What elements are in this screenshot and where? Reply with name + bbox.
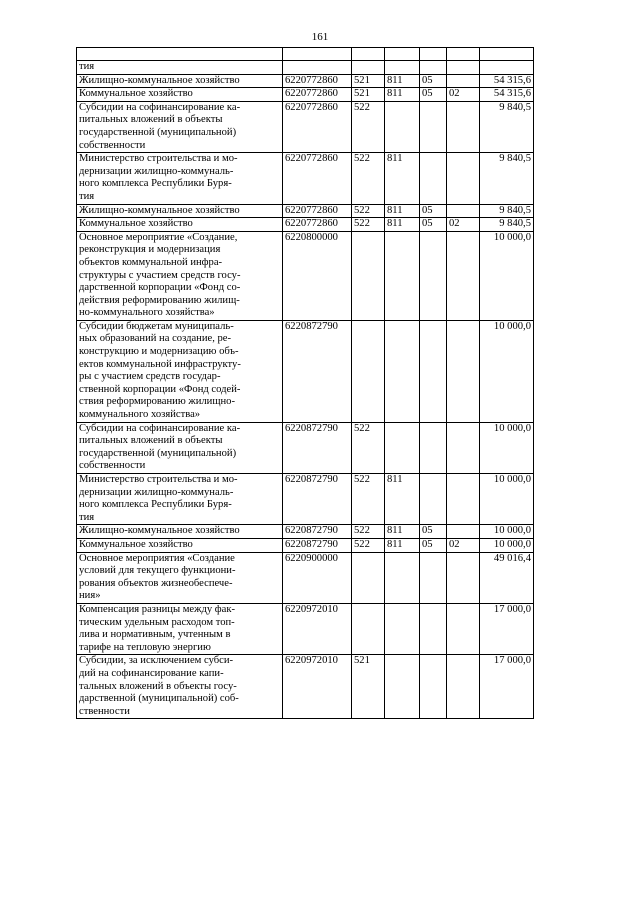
cell-ministry-code bbox=[385, 320, 420, 422]
cell-ministry-code: 811 bbox=[385, 153, 420, 204]
cell-target-code: 6220900000 bbox=[283, 552, 352, 603]
cell-amount: 9 840,5 bbox=[480, 153, 534, 204]
cell-section bbox=[420, 320, 447, 422]
cell-expense-type: 521 bbox=[352, 88, 385, 102]
table-row bbox=[77, 422, 534, 473]
cell-amount: 10 000,0 bbox=[480, 231, 534, 320]
cell-ministry-code: 811 bbox=[385, 218, 420, 232]
cell-amount bbox=[480, 61, 534, 75]
cell-expense-type: 521 bbox=[352, 655, 385, 719]
cell-target-code: 6220972010 bbox=[283, 655, 352, 719]
budget-table bbox=[76, 47, 534, 719]
cell-section bbox=[420, 153, 447, 204]
cell-section: 05 bbox=[420, 88, 447, 102]
cell-subsection bbox=[447, 603, 480, 654]
cell-amount: 10 000,0 bbox=[480, 474, 534, 525]
cell-expense-type bbox=[352, 552, 385, 603]
cell-ministry-code bbox=[385, 603, 420, 654]
cell-name: Субсидии, за исключением субси- дий на софинансирование капи- тальных вложений в объекты госу- дарственной (муниципальной) соб- ственности bbox=[77, 655, 283, 719]
table-row bbox=[77, 74, 534, 88]
cell-amount: 9 840,5 bbox=[480, 218, 534, 232]
cell-section: 05 bbox=[420, 204, 447, 218]
cell-ministry-code: 811 bbox=[385, 88, 420, 102]
cell-name: тия bbox=[77, 61, 283, 75]
cell-expense-type: 522 bbox=[352, 474, 385, 525]
cell-subsection: 02 bbox=[447, 218, 480, 232]
cell-name: Основное мероприятия «Создание условий для текущего функциони- рования объектов жизнеобеспече- ния» bbox=[77, 552, 283, 603]
cell-target-code: 6220872790 bbox=[283, 474, 352, 525]
cell-ministry-code bbox=[385, 231, 420, 320]
cell-target-code: 6220800000 bbox=[283, 231, 352, 320]
cell-section: 05 bbox=[420, 525, 447, 539]
cell-name: Субсидии на софинансирование ка- питальных вложений в объекты государственной (муниципальной) собственности bbox=[77, 101, 283, 152]
table-row bbox=[77, 231, 534, 320]
cell-subsection bbox=[447, 231, 480, 320]
cell-name: Компенсация разницы между фак- тическим удельным расходом топ- лива и нормативным, учтенным в тарифе на тепловую энергию bbox=[77, 603, 283, 654]
cell-subsection bbox=[447, 101, 480, 152]
cell-section bbox=[420, 231, 447, 320]
cell-target-code: 6220772860 bbox=[283, 218, 352, 232]
cell-name: Коммунальное хозяйство bbox=[77, 88, 283, 102]
cell-expense-type: 522 bbox=[352, 525, 385, 539]
cell-name: Субсидии бюджетам муниципаль- ных образований на создание, ре- конструкцию и модернизацию объ- ектов коммунальной инфраструкту- ры с участием средств государ- ственной корпорации «Фонд содей- ствия реформированию жилищно- коммунального хозяйства» bbox=[77, 320, 283, 422]
table-row bbox=[77, 474, 534, 525]
cell-ministry-code: 811 bbox=[385, 525, 420, 539]
cell-subsection bbox=[447, 552, 480, 603]
table-row bbox=[77, 61, 534, 75]
cell-target-code: 6220772860 bbox=[283, 204, 352, 218]
cell-amount: 9 840,5 bbox=[480, 101, 534, 152]
cell-amount: 54 315,6 bbox=[480, 74, 534, 88]
cell-amount: 10 000,0 bbox=[480, 422, 534, 473]
cell-name: Министерство строительства и мо- дернизации жилищно-коммуналь- ного комплекса Республики Буря- тия bbox=[77, 474, 283, 525]
table-row bbox=[77, 320, 534, 422]
cell-section bbox=[420, 101, 447, 152]
cell-expense-type: 522 bbox=[352, 153, 385, 204]
cell-section: 05 bbox=[420, 538, 447, 552]
cell-subsection: 02 bbox=[447, 88, 480, 102]
cell-subsection bbox=[447, 525, 480, 539]
cell-subsection bbox=[447, 48, 480, 61]
cell-name: Основное мероприятие «Создание, реконструкция и модернизация объектов коммунальной инфра- структуры с участием средств госу- дарственной корпорации «Фонд со- действия реформированию жилищ- но-коммунального хозяйства» bbox=[77, 231, 283, 320]
cell-amount: 17 000,0 bbox=[480, 655, 534, 719]
cell-subsection bbox=[447, 61, 480, 75]
cell-name: Жилищно-коммунальное хозяйство bbox=[77, 204, 283, 218]
cell-subsection bbox=[447, 320, 480, 422]
table-row bbox=[77, 538, 534, 552]
cell-section: 05 bbox=[420, 218, 447, 232]
table-row bbox=[77, 552, 534, 603]
cell-name bbox=[77, 48, 283, 61]
cell-amount: 10 000,0 bbox=[480, 525, 534, 539]
cell-name: Коммунальное хозяйство bbox=[77, 218, 283, 232]
table-row bbox=[77, 204, 534, 218]
cell-section bbox=[420, 61, 447, 75]
cell-expense-type bbox=[352, 61, 385, 75]
cell-ministry-code: 811 bbox=[385, 74, 420, 88]
cell-ministry-code bbox=[385, 101, 420, 152]
cell-amount: 17 000,0 bbox=[480, 603, 534, 654]
cell-ministry-code bbox=[385, 422, 420, 473]
cell-expense-type: 522 bbox=[352, 218, 385, 232]
cell-target-code bbox=[283, 61, 352, 75]
cell-expense-type: 522 bbox=[352, 538, 385, 552]
cell-expense-type bbox=[352, 231, 385, 320]
cell-ministry-code: 811 bbox=[385, 474, 420, 525]
cell-amount: 9 840,5 bbox=[480, 204, 534, 218]
page-number: 161 bbox=[311, 31, 329, 43]
cell-name: Коммунальное хозяйство bbox=[77, 538, 283, 552]
cell-section bbox=[420, 552, 447, 603]
table-row bbox=[77, 218, 534, 232]
cell-ministry-code bbox=[385, 655, 420, 719]
cell-name: Жилищно-коммунальное хозяйство bbox=[77, 74, 283, 88]
table-row bbox=[77, 603, 534, 654]
cell-expense-type: 522 bbox=[352, 204, 385, 218]
cell-subsection bbox=[447, 655, 480, 719]
cell-target-code: 6220972010 bbox=[283, 603, 352, 654]
table-row bbox=[77, 655, 534, 719]
table-row bbox=[77, 153, 534, 204]
cell-subsection bbox=[447, 204, 480, 218]
cell-target-code: 6220772860 bbox=[283, 101, 352, 152]
cell-name: Жилищно-коммунальное хозяйство bbox=[77, 525, 283, 539]
table-row bbox=[77, 525, 534, 539]
cell-amount: 10 000,0 bbox=[480, 538, 534, 552]
cell-ministry-code bbox=[385, 552, 420, 603]
table-row bbox=[77, 48, 534, 61]
cell-target-code: 6220772860 bbox=[283, 153, 352, 204]
cell-section bbox=[420, 474, 447, 525]
cell-section bbox=[420, 655, 447, 719]
cell-expense-type bbox=[352, 603, 385, 654]
cell-section bbox=[420, 48, 447, 61]
cell-amount: 54 315,6 bbox=[480, 88, 534, 102]
cell-subsection: 02 bbox=[447, 538, 480, 552]
cell-section bbox=[420, 422, 447, 473]
cell-subsection bbox=[447, 474, 480, 525]
cell-amount: 10 000,0 bbox=[480, 320, 534, 422]
cell-expense-type: 522 bbox=[352, 422, 385, 473]
cell-expense-type bbox=[352, 320, 385, 422]
cell-ministry-code: 811 bbox=[385, 204, 420, 218]
cell-target-code: 6220772860 bbox=[283, 74, 352, 88]
table-row bbox=[77, 101, 534, 152]
cell-target-code: 6220872790 bbox=[283, 422, 352, 473]
cell-amount bbox=[480, 48, 534, 61]
cell-target-code: 6220872790 bbox=[283, 538, 352, 552]
cell-subsection bbox=[447, 422, 480, 473]
cell-amount: 49 016,4 bbox=[480, 552, 534, 603]
cell-expense-type bbox=[352, 48, 385, 61]
cell-section: 05 bbox=[420, 74, 447, 88]
cell-expense-type: 522 bbox=[352, 101, 385, 152]
cell-expense-type: 521 bbox=[352, 74, 385, 88]
cell-target-code bbox=[283, 48, 352, 61]
table-row bbox=[77, 88, 534, 102]
cell-name: Министерство строительства и мо- дернизации жилищно-коммуналь- ного комплекса Республики Буря- тия bbox=[77, 153, 283, 204]
cell-subsection bbox=[447, 153, 480, 204]
cell-target-code: 6220872790 bbox=[283, 525, 352, 539]
cell-ministry-code: 811 bbox=[385, 538, 420, 552]
cell-target-code: 6220772860 bbox=[283, 88, 352, 102]
cell-target-code: 6220872790 bbox=[283, 320, 352, 422]
cell-section bbox=[420, 603, 447, 654]
cell-ministry-code bbox=[385, 48, 420, 61]
cell-ministry-code bbox=[385, 61, 420, 75]
cell-name: Субсидии на софинансирование ка- питальных вложений в объекты государственной (муниципальной) собственности bbox=[77, 422, 283, 473]
cell-subsection bbox=[447, 74, 480, 88]
budget-table-body bbox=[77, 48, 534, 719]
